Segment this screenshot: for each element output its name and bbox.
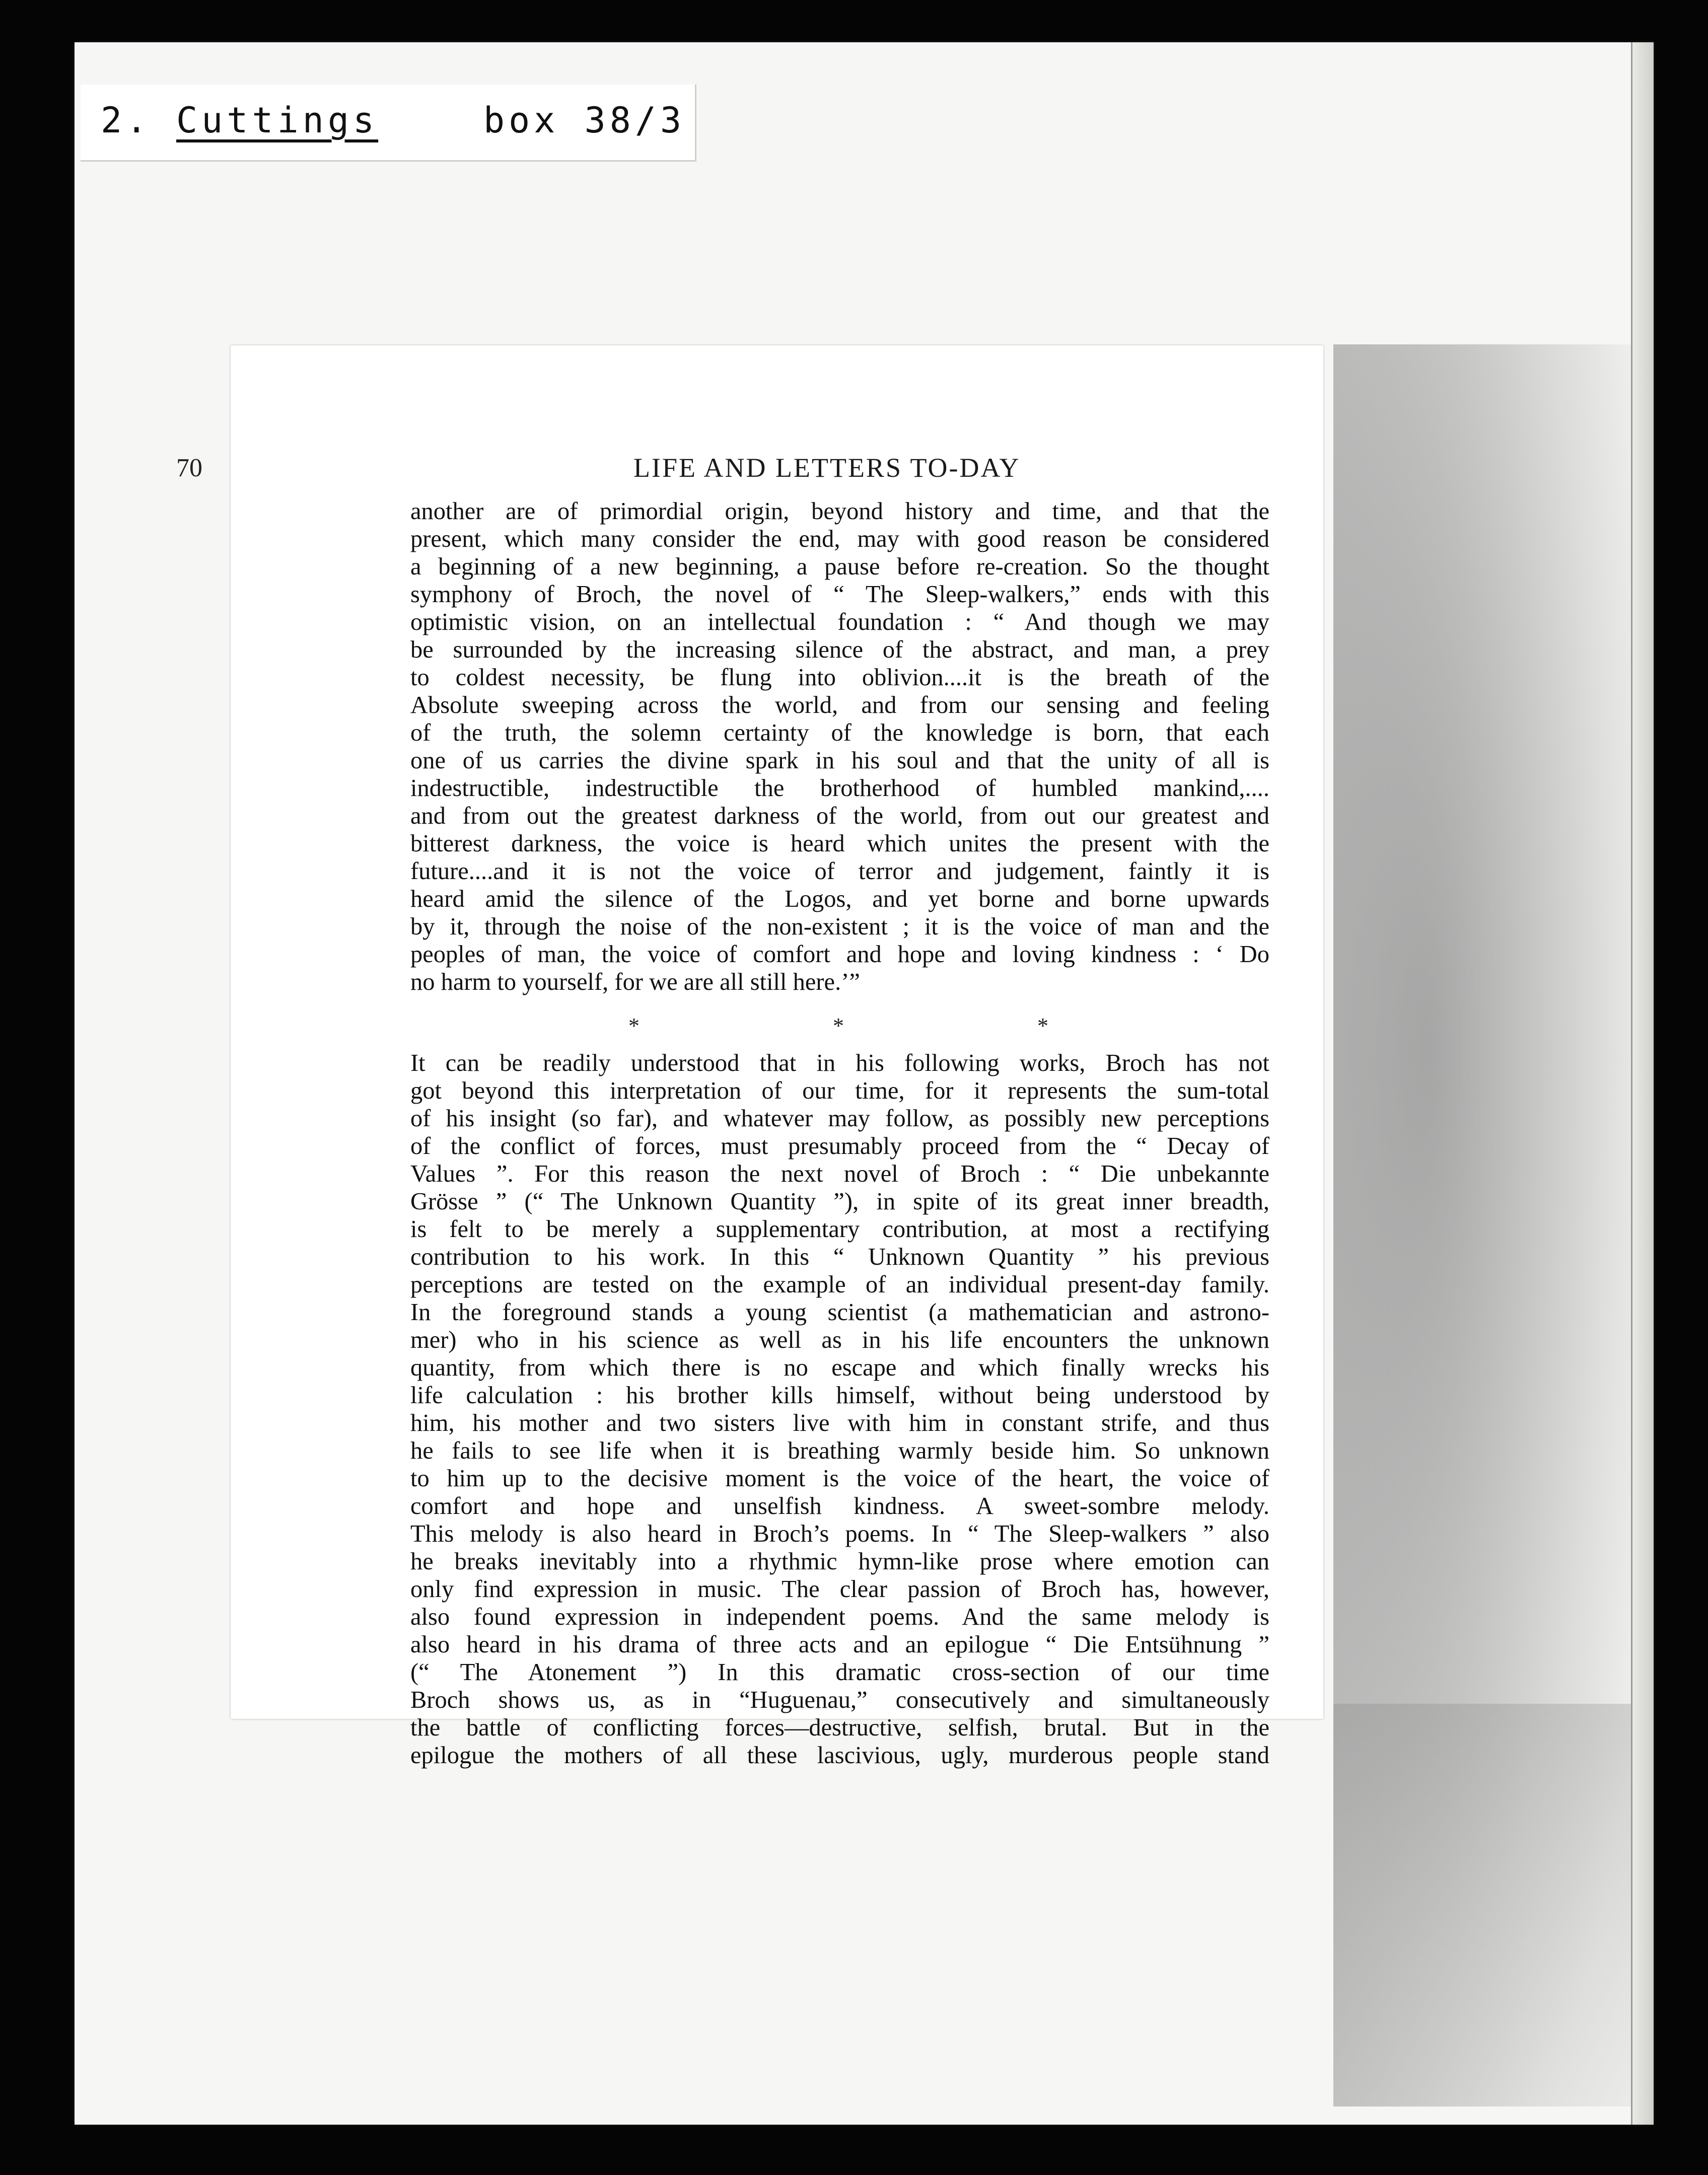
text-line: It can be readily understood that in his following works, Broch has not [410,1050,1269,1076]
text-line: also found expression in independent poems. And the same melody is [410,1604,1269,1630]
text-line: by it, through the noise of the non-existent ; it is the voice of man and the [410,913,1269,940]
text-line: to him up to the decisive moment is the voice of the heart, the voice of [410,1465,1269,1492]
text-line: optimistic vision, on an intellectual foundation : “ And though we may [410,609,1269,635]
text-line: This melody is also heard in Broch’s poems. In “ The Sleep-walkers ” also [410,1520,1269,1547]
text-line: perceptions are tested on the example of an individual present-day family. [410,1271,1269,1298]
paragraph-continued [410,497,1269,996]
text-line: no harm to yourself, for we are all still here.’” [410,969,860,995]
section-break [0,1013,1708,1043]
text-line: Values ”. For this reason the next novel of Broch : “ Die unbekannte [410,1161,1269,1187]
text-line: present, which many consider the end, may with good reason be considered [410,526,1269,552]
text-line: mer) who in his science as well as in his life encounters the unknown [410,1327,1269,1353]
text-line: indestructible, indestructible the brotherhood of humbled mankind,.... [410,775,1269,802]
text-line: him, his mother and two sisters live with him in constant strife, and thus [410,1410,1269,1436]
text-line: of the conflict of forces, must presumably proceed from the “ Decay of [410,1133,1269,1159]
text-line: he breaks inevitably into a rhythmic hymn-like prose where emotion can [410,1548,1269,1575]
text-line: another are of primordial origin, beyond history and time, and that the [410,498,1269,525]
text-line: of the truth, the solemn certainty of the knowledge is born, that each [410,719,1269,746]
paragraph-body [410,1049,1269,1769]
archive-label [81,85,696,162]
text-line: got beyond this interpretation of our time, for it represents the sum-total [410,1077,1269,1104]
text-line: peoples of man, the voice of comfort and hope and loving kindness : ‘ Do [410,941,1269,968]
text-line: Broch shows us, as in “Huguenau,” consecutively and simultaneously [410,1687,1269,1713]
text-line: In the foreground stands a young scientist (a mathematician and astrono- [410,1299,1269,1326]
text-line: life calculation : his brother kills himself, without being understood by [410,1382,1269,1409]
text-line: epilogue the mothers of all these lascivious, ugly, murderous people stand [410,1742,1269,1769]
text-line: heard amid the silence of the Logos, and yet borne and borne upwards [410,886,1269,912]
text-line: (“ The Atonement ”) In this dramatic cross-section of our time [410,1659,1269,1686]
text-line: the battle of conflicting forces—destructive, selfish, brutal. But in the [410,1714,1269,1741]
text-line: he fails to see life when it is breathing warmly beside him. So unknown [410,1437,1269,1464]
text-line: contribution to his work. In this “ Unknown Quantity ” his previous [410,1244,1269,1270]
text-line: one of us carries the divine spark in his soul and that the unity of all is [410,747,1269,774]
text-line: future....and it is not the voice of terror and judgement, faintly it is [410,858,1269,885]
board-edge [1631,42,1654,2125]
text-line: of his insight (so far), and whatever may follow, as possibly new perceptions [410,1105,1269,1132]
text-line: bitterest darkness, the voice is heard which unites the present with the [410,830,1269,857]
board-bottom-shadow [1333,1704,1651,2107]
label-box: box 38/3 [483,100,686,141]
page-number: 70 [176,454,202,482]
label-category: Cuttings [176,100,379,141]
text-line: Grösse ” (“ The Unknown Quantity ”), in spite of its great inner breadth, [410,1188,1269,1215]
text-line: comfort and hope and unselfish kindness. A sweet-sombre melody. [410,1493,1269,1519]
text-line: only find expression in music. The clear passion of Broch has, however, [410,1576,1269,1603]
text-line: is felt to be merely a supplementary contribution, at most a rectifying [410,1216,1269,1243]
label-number: 2. [101,100,152,141]
running-head: LIFE AND LETTERS TO-DAY [633,453,1021,483]
text-line: symphony of Broch, the novel of “ The Sleep-walkers,” ends with this [410,581,1269,608]
text-line: also heard in his drama of three acts and an epilogue “ Die Entsühnung ” [410,1631,1269,1658]
section-break-star: * [833,1013,844,1038]
text-line: a beginning of a new beginning, a pause before re-creation. So the thought [410,553,1269,580]
text-line: be surrounded by the increasing silence of the abstract, and man, a prey [410,636,1269,663]
section-break-star: * [1037,1013,1048,1038]
text-line: to coldest necessity, be flung into oblivion....it is the breath of the [410,664,1269,691]
text-line: and from out the greatest darkness of the world, from out our greatest and [410,803,1269,829]
text-line: Absolute sweeping across the world, and from our sensing and feeling [410,692,1269,718]
section-break-star: * [628,1013,639,1038]
text-line: quantity, from which there is no escape and which finally wrecks his [410,1354,1269,1381]
